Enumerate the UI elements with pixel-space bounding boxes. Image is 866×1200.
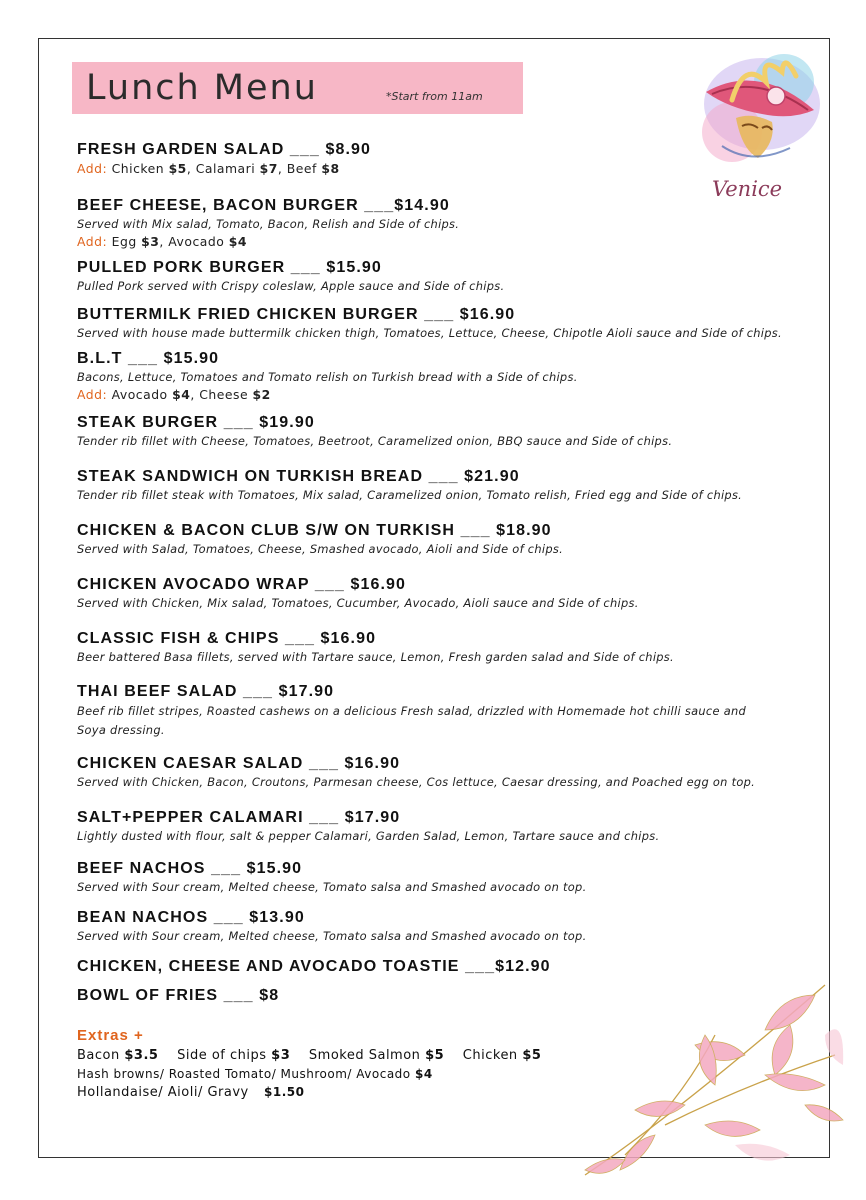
menu-item xyxy=(77,258,817,295)
menu-item xyxy=(77,754,817,791)
extra-name: Chicken xyxy=(462,1048,518,1063)
extra-price: $1.50 xyxy=(264,1085,305,1099)
item-name: CHICKEN, CHEESE AND AVOCADO TOASTIE ___$12.90 xyxy=(77,958,551,975)
item-name: STEAK SANDWICH ON TURKISH BREAD ___ $21.90 xyxy=(77,468,520,485)
addon-name: Cheese xyxy=(199,387,249,402)
add-ons: Add: Chicken $5, Calamari $7, Beef $8 xyxy=(77,161,340,176)
menu-item xyxy=(77,575,817,612)
extra-name: Side of chips xyxy=(177,1048,267,1063)
menu-item xyxy=(77,467,817,504)
item-name: CHICKEN & BACON CLUB S/W ON TURKISH ___ $18.90 xyxy=(77,522,552,539)
add-ons: Add: Avocado $4, Cheese $2 xyxy=(77,387,271,402)
extra-price: $3 xyxy=(271,1048,291,1063)
menu-item xyxy=(77,957,817,977)
addon-name: Chicken xyxy=(111,161,165,176)
extra-price: $3.5 xyxy=(124,1048,159,1063)
menu-item xyxy=(77,808,817,845)
addon-name: Avocado xyxy=(111,387,168,402)
addon-name: Egg xyxy=(111,234,137,249)
item-description: Beer battered Basa fillets, served with Tartare sauce, Lemon, Fresh garden salad and Side of chips. xyxy=(77,650,674,664)
item-name: BUTTERMILK FRIED CHICKEN BURGER ___ $16.90 xyxy=(77,306,516,323)
menu-item xyxy=(77,859,817,896)
menu-item xyxy=(77,196,817,250)
addon-name: Beef xyxy=(286,161,317,176)
addon-name: Avocado xyxy=(168,234,225,249)
extra-name: Hollandaise/ Aioli/ Gravy xyxy=(77,1085,249,1100)
item-description: Served with house made buttermilk chicken thigh, Tomatoes, Lettuce, Cheese, Chipotle Aioli sauce and Side of chips. xyxy=(77,326,782,340)
addon-price: $7 xyxy=(259,161,278,176)
addon-price: $4 xyxy=(172,387,191,402)
item-name: CHICKEN CAESAR SALAD ___ $16.90 xyxy=(77,755,401,772)
item-name: THAI BEEF SALAD ___ $17.90 xyxy=(77,683,335,700)
item-description: Pulled Pork served with Crispy coleslaw, Apple sauce and Side of chips. xyxy=(77,279,505,293)
title-banner xyxy=(72,62,523,114)
menu-item xyxy=(77,349,817,403)
item-description: Served with Chicken, Bacon, Croutons, Parmesan cheese, Cos lettuce, Caesar dressing, and Poached egg on top. xyxy=(77,775,756,789)
addon-name: Calamari xyxy=(195,161,256,176)
extras-title: Extras + xyxy=(77,1027,144,1044)
item-description: Served with Sour cream, Melted cheese, Tomato salsa and Smashed avocado on top. xyxy=(77,880,587,894)
item-name: BEEF NACHOS ___ $15.90 xyxy=(77,860,303,877)
extra-name: Bacon xyxy=(77,1048,120,1063)
item-name: STEAK BURGER ___ $19.90 xyxy=(77,414,315,431)
item-description: Tender rib fillet with Cheese, Tomatoes, Beetroot, Caramelized onion, BBQ sauce and Side of chips. xyxy=(77,434,673,448)
item-name: SALT+PEPPER CALAMARI ___ $17.90 xyxy=(77,809,401,826)
add-label: Add: xyxy=(77,161,108,176)
item-name: BEAN NACHOS ___ $13.90 xyxy=(77,909,305,926)
item-description: Served with Salad, Tomatoes, Cheese, Smashed avocado, Aioli and Side of chips. xyxy=(77,542,564,556)
add-label: Add: xyxy=(77,387,108,402)
item-name: FRESH GARDEN SALAD ___ $8.90 xyxy=(77,141,371,158)
menu-item xyxy=(77,682,777,740)
addon-price: $3 xyxy=(141,234,160,249)
item-description: Tender rib fillet steak with Tomatoes, Mix salad, Caramelized onion, Tomato relish, Fried egg and Side of chips. xyxy=(77,488,743,502)
leaf-decoration xyxy=(565,975,845,1185)
menu-item xyxy=(77,140,817,177)
extra-price: $5 xyxy=(522,1048,542,1063)
item-name: CLASSIC FISH & CHIPS ___ $16.90 xyxy=(77,630,377,647)
extra-name: Smoked Salmon xyxy=(308,1048,421,1063)
menu-item xyxy=(77,413,817,450)
item-description: Served with Chicken, Mix salad, Tomatoes, Cucumber, Avocado, Aioli sauce and Side of chips. xyxy=(77,596,639,610)
extra-name: Hash browns/ Roasted Tomato/ Mushroom/ Avocado xyxy=(77,1067,411,1081)
menu-item xyxy=(77,521,817,558)
item-description: Served with Sour cream, Melted cheese, Tomato salsa and Smashed avocado on top. xyxy=(77,929,587,943)
addon-price: $5 xyxy=(168,161,187,176)
venice-logo-text: Venice xyxy=(712,177,783,201)
item-name: B.L.T ___ $15.90 xyxy=(77,350,220,367)
extra-price: $4 xyxy=(414,1067,433,1081)
menu-item xyxy=(77,629,817,666)
item-description: Beef rib fillet stripes, Roasted cashews on a delicious Fresh salad, drizzled with Homemade hot chilli sauce and Soya dressing. xyxy=(77,704,747,737)
item-name: CHICKEN AVOCADO WRAP ___ $16.90 xyxy=(77,576,406,593)
add-ons: Add: Egg $3, Avocado $4 xyxy=(77,234,247,249)
extra-price: $5 xyxy=(425,1048,445,1063)
item-name: BEEF CHEESE, BACON BURGER ___$14.90 xyxy=(77,197,450,214)
start-time-note: *Start from 11am xyxy=(386,90,483,103)
menu-item xyxy=(77,305,817,342)
page-title: Lunch Menu xyxy=(86,68,318,108)
item-description: Bacons, Lettuce, Tomatoes and Tomato relish on Turkish bread with a Side of chips. xyxy=(77,370,578,384)
menu-item xyxy=(77,908,817,945)
addon-price: $8 xyxy=(321,161,340,176)
item-name: PULLED PORK BURGER ___ $15.90 xyxy=(77,259,382,276)
addon-price: $4 xyxy=(228,234,247,249)
item-description: Served with Mix salad, Tomato, Bacon, Relish and Side of chips. xyxy=(77,217,460,231)
item-description: Lightly dusted with flour, salt & pepper Calamari, Garden Salad, Lemon, Tartare sauce and chips. xyxy=(77,829,660,843)
addon-price: $2 xyxy=(252,387,271,402)
add-label: Add: xyxy=(77,234,108,249)
item-name: BOWL OF FRIES ___ $8 xyxy=(77,987,280,1004)
